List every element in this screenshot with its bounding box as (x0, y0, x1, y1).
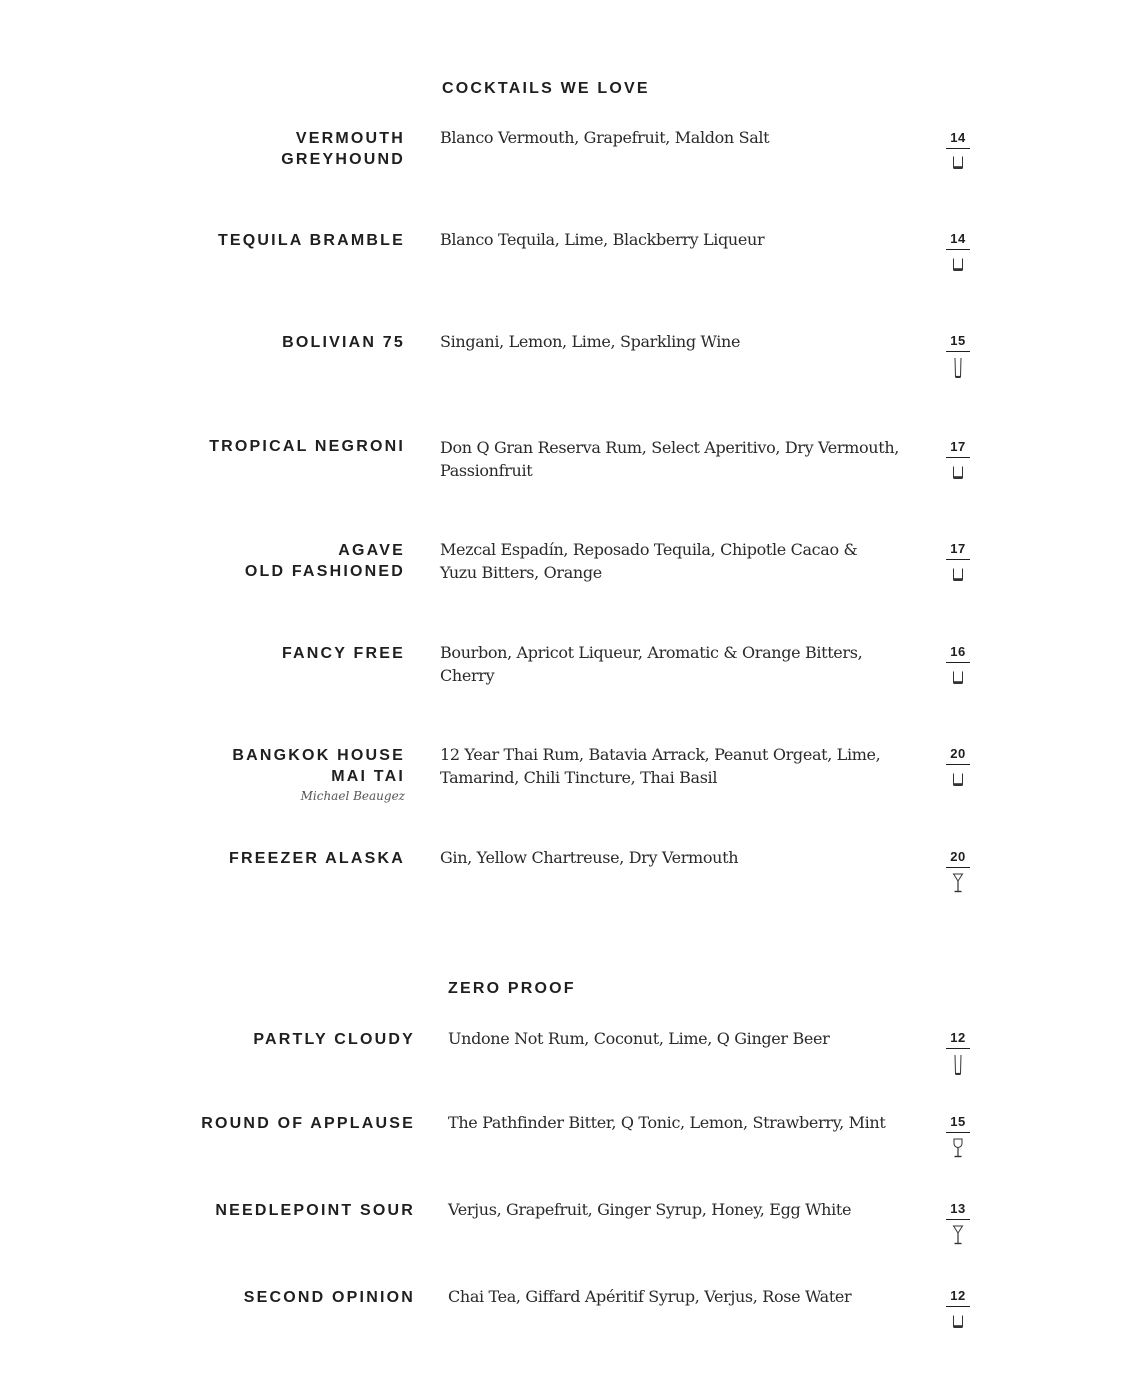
item-price: 17 (946, 542, 970, 560)
item-description: Singani, Lemon, Lime, Sparkling Wine (440, 332, 741, 351)
item-name: PARTLY CLOUDY (253, 1031, 415, 1048)
rocks-glass-icon (950, 564, 966, 584)
wine-glass-icon (950, 1137, 966, 1157)
item-name: BANGKOK HOUSE MAI TAI Michael Beaugez (150, 745, 405, 805)
item-name: FANCY FREE (281, 645, 405, 662)
item-credit: Michael Beaugez (300, 789, 405, 803)
item-description: Mezcal Espadín, Reposado Tequila, Chipotle Cacao & Yuzu Bitters, Orange (440, 540, 858, 582)
item-description: Bourbon, Apricot Liqueur, Aromatic & Orange Bitters, Cherry (440, 643, 863, 685)
rocks-glass-icon (950, 462, 966, 482)
item-name: VERMOUTH GREYHOUND (281, 130, 405, 168)
highball-glass-icon (950, 356, 966, 376)
stemmed-glass-icon (950, 1224, 966, 1244)
item-name: FREEZER ALASKA (229, 850, 405, 867)
item-name: TROPICAL NEGRONI (209, 438, 405, 455)
item-description: 12 Year Thai Rum, Batavia Arrack, Peanut Orgeat, Lime, Tamarind, Chili Tincture, Thai Basil (440, 745, 881, 787)
item-price: 14 (946, 232, 970, 250)
item-description: The Pathfinder Bitter, Q Tonic, Lemon, Strawberry, Mint (448, 1113, 886, 1132)
item-name: ROUND OF APPLAUSE (201, 1115, 415, 1132)
highball-glass-icon (950, 1053, 966, 1073)
rocks-glass-icon (950, 152, 966, 172)
item-name: NEEDLEPOINT SOUR (215, 1202, 415, 1219)
item-description: Don Q Gran Reserva Rum, Select Aperitivo, Dry Vermouth, Passionfruit (440, 438, 900, 480)
item-price: 17 (946, 440, 970, 458)
item-price: 13 (946, 1202, 970, 1220)
item-price: 20 (946, 747, 970, 765)
rocks-glass-icon (950, 254, 966, 274)
rocks-glass-icon (950, 769, 966, 789)
item-price: 16 (946, 645, 970, 663)
item-description: Chai Tea, Giffard Apéritif Syrup, Verjus, Rose Water (448, 1287, 852, 1306)
item-description: Undone Not Rum, Coconut, Lime, Q Ginger Beer (448, 1029, 830, 1048)
item-name: TEQUILA BRAMBLE (217, 232, 405, 249)
item-price: 14 (946, 131, 970, 149)
item-description: Verjus, Grapefruit, Ginger Syrup, Honey, Egg White (448, 1200, 852, 1219)
item-description: Blanco Vermouth, Grapefruit, Maldon Salt (440, 128, 770, 147)
item-price: 12 (946, 1031, 970, 1049)
item-name: AGAVE OLD FASHIONED (244, 542, 405, 580)
item-price: 15 (946, 1115, 970, 1133)
item-price: 15 (946, 334, 970, 352)
section-title-cocktails: COCKTAILS WE LOVE (442, 80, 650, 97)
rocks-glass-icon (950, 667, 966, 687)
item-description: Gin, Yellow Chartreuse, Dry Vermouth (440, 848, 739, 867)
item-price: 12 (946, 1289, 970, 1307)
item-name: BOLIVIAN 75 (282, 334, 405, 351)
rocks-glass-icon (950, 1311, 966, 1331)
item-name: SECOND OPINION (243, 1289, 415, 1306)
section-title-zero-proof: ZERO PROOF (448, 980, 576, 997)
item-price: 20 (946, 850, 970, 868)
stemmed-glass-icon (950, 872, 966, 892)
item-description: Blanco Tequila, Lime, Blackberry Liqueur (440, 230, 765, 249)
